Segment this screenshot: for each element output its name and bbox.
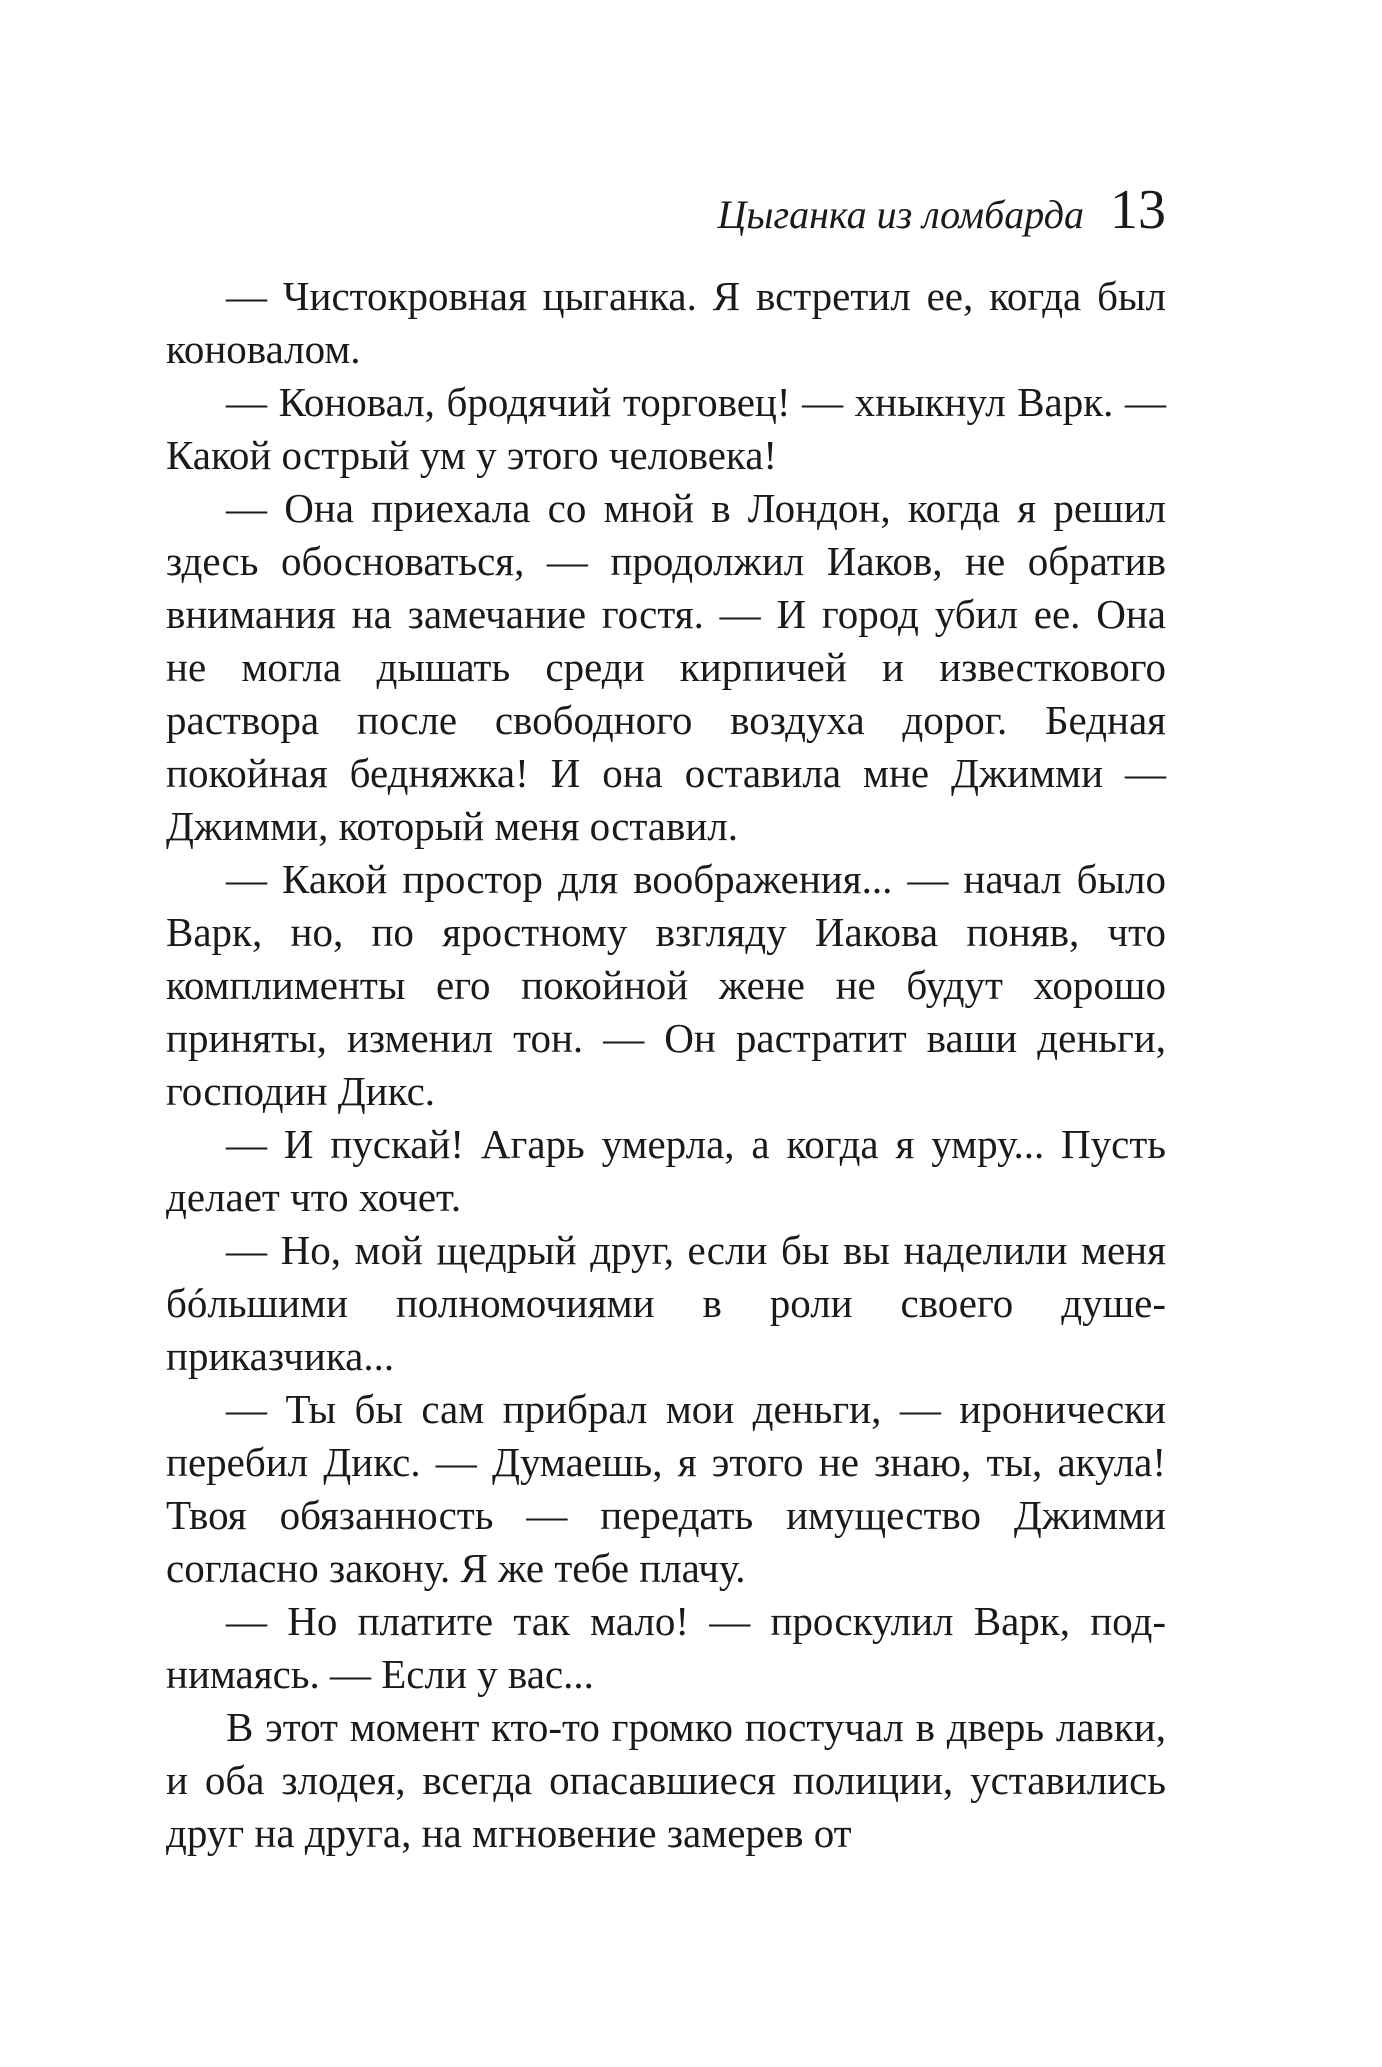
body-text <box>166 270 1166 1860</box>
running-title: Цыганка из ломбарда <box>717 192 1084 237</box>
page-number: 13 <box>1110 179 1166 241</box>
paragraph: — Она приехала со мной в Лондон, когда я решил здесь обосноваться, — продолжил Иаков, не обратив внимания на замечание гостя. — И город убил ее. Она не могла дышать среди кирпичей и известкового раствора после свободного воздуха дорог. Бедная покойная бедняжка! И она оставила мне Джимми — Джимми, который меня оставил. <box>166 485 1166 849</box>
paragraph: В этот момент кто-то громко постучал в дверь лавки, и оба злодея, всегда опасавшиеся полиции, уставились друг на друга, на мгновение замерев от <box>166 1704 1166 1856</box>
paragraph: — Но, мой щедрый друг, если бы вы наделили меня бóльшими полномочиями в роли своего душеприказчика... <box>166 1227 1166 1379</box>
paragraph: — Чистокровная цыганка. Я встретил ее, когда был коновалом. <box>166 273 1166 372</box>
paragraph: — Но платите так мало! — проскулил Варк, поднимаясь. — Если у вас... <box>166 1598 1166 1697</box>
paragraph: — Какой простор для воображения... — начал было Варк, но, по яростному взгляду Иакова поняв, что комплименты его покойной жене не будут хорошо приняты, изменил тон. — Он растратит ваши деньги, господин Дикс. <box>166 856 1166 1114</box>
paragraph: — Ты бы сам прибрал мои деньги, — иронически перебил Дикс. — Думаешь, я этого не знаю, ты, акула! Твоя обязанность — передать имущество Джимми согласно закону. Я же тебе плачу. <box>166 1386 1166 1591</box>
paragraph: — И пускай! Агарь умерла, а когда я умру... Пусть делает что хочет. <box>166 1121 1166 1220</box>
paragraph: — Коновал, бродячий торговец! — хныкнул Варк. — Какой острый ум у этого человека! <box>166 379 1166 478</box>
running-header <box>166 178 1166 248</box>
